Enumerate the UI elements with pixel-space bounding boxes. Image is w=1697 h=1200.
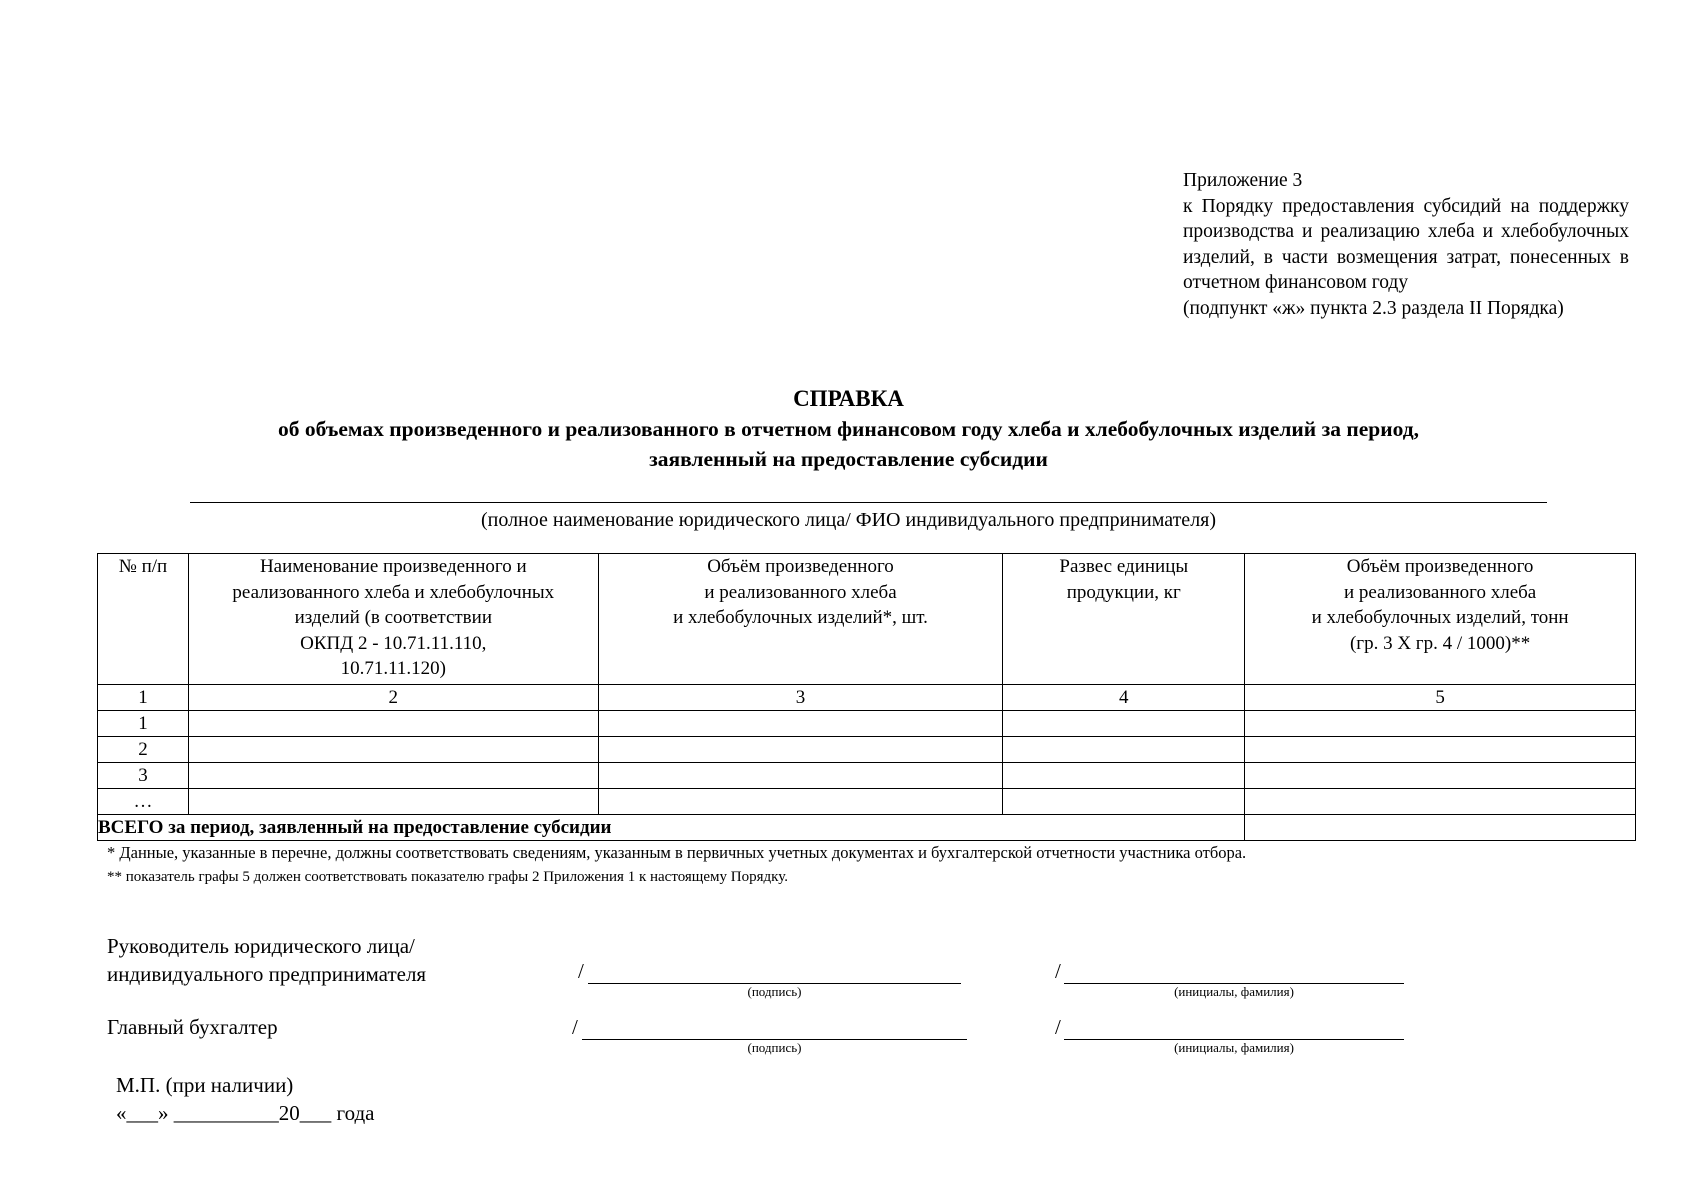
table-row (98, 789, 1636, 815)
head-signature-caption: (подпись) (747, 984, 802, 999)
head-signature-slash: / (578, 959, 584, 983)
header-cell-volume-pcs: Объём произведенного и реализованного хлеба и хлебобулочных изделий*, шт. (598, 554, 1003, 685)
header-cell-number: № п/п (98, 554, 189, 685)
entity-name-line[interactable] (190, 502, 1547, 503)
row-number: 2 (98, 737, 189, 763)
head-signatory-label: Руководитель юридического лица/ индивидуального предпринимателя (107, 934, 427, 986)
appendix-block (1183, 168, 1629, 322)
cell-product-name[interactable] (188, 789, 598, 815)
appendix-text: к Порядку предоставления субсидий на поддержку производства и реализацию хлеба и хлебобулочных изделий, в части возмещения затрат, понесенных в отчетном финансовом году (1183, 195, 1629, 294)
header-cell-unit-weight: Развес единицы продукции, кг (1003, 554, 1245, 685)
table-row (98, 737, 1636, 763)
cell-product-name[interactable] (188, 737, 598, 763)
accountant-signature-slash: / (572, 1015, 578, 1039)
cell-volume-tons[interactable] (1245, 789, 1636, 815)
table-header-row (98, 554, 1636, 685)
total-label: ВСЕГО за период, заявленный на предоставление субсидии (98, 815, 1245, 841)
row-number: … (98, 789, 189, 815)
document-title-block (0, 384, 1697, 474)
appendix-subpoint: (подпункт «ж» пункта 2.3 раздела II Порядка) (1183, 297, 1564, 319)
document-title: СПРАВКА (793, 386, 904, 411)
appendix-title: Приложение 3 (1183, 170, 1303, 191)
cell-volume-pcs[interactable] (598, 789, 1003, 815)
footnote-1: * Данные, указанные в перечне, должны соответствовать сведениям, указанным в первичных учетных документах и бухгалтерской отчетности участника отбора. (107, 843, 1247, 862)
date-line[interactable]: «___» __________20___ года (116, 1101, 375, 1125)
cell-volume-tons[interactable] (1245, 737, 1636, 763)
cell-volume-tons[interactable] (1245, 711, 1636, 737)
cell-volume-tons[interactable] (1245, 763, 1636, 789)
accountant-signature-caption: (подпись) (747, 1040, 802, 1055)
cell-unit-weight[interactable] (1003, 789, 1245, 815)
entity-name-caption: (полное наименование юридического лица/ ФИО индивидуального предпринимателя) (480, 509, 1217, 531)
column-number: 1 (98, 685, 189, 711)
header-cell-product-name: Наименование произведенного и реализованного хлеба и хлебобулочных изделий (в соответствии ОКПД 2 - 10.71.11.110, 10.71.11.120) (188, 554, 598, 685)
cell-volume-pcs[interactable] (598, 737, 1003, 763)
column-number: 5 (1245, 685, 1636, 711)
row-number: 3 (98, 763, 189, 789)
table-total-row (98, 815, 1636, 841)
cell-unit-weight[interactable] (1003, 737, 1245, 763)
head-name-caption: (инициалы, фамилия) (1174, 984, 1294, 999)
volumes-table (97, 553, 1636, 841)
table-row (98, 711, 1636, 737)
document-subtitle-line1: об объемах произведенного и реализованного в отчетном финансовом году хлеба и хлебобулочных изделий за период, (277, 417, 1419, 441)
cell-volume-pcs[interactable] (598, 763, 1003, 789)
header-cell-volume-tons: Объём произведенного и реализованного хлеба и хлебобулочных изделий, тонн (гр. 3 Х гр. 4 / 1000)** (1245, 554, 1636, 685)
cell-product-name[interactable] (188, 711, 598, 737)
table-row (98, 763, 1636, 789)
head-name-slash: / (1055, 959, 1061, 983)
accountant-name-caption: (инициалы, фамилия) (1174, 1040, 1294, 1055)
cell-product-name[interactable] (188, 763, 598, 789)
column-number: 3 (598, 685, 1003, 711)
row-number: 1 (98, 711, 189, 737)
column-number: 4 (1003, 685, 1245, 711)
column-number: 2 (188, 685, 598, 711)
column-numbers-row (98, 685, 1636, 711)
document-subtitle-line2: заявленный на предоставление субсидии (649, 447, 1048, 471)
accountant-label: Главный бухгалтер (107, 1015, 278, 1039)
cell-unit-weight[interactable] (1003, 763, 1245, 789)
footnote-2: ** показатель графы 5 должен соответствовать показателю графы 2 Приложения 1 к настоящему Порядку. (107, 869, 788, 885)
cell-volume-pcs[interactable] (598, 711, 1003, 737)
stamp-label: М.П. (при наличии) (116, 1073, 294, 1097)
cell-total-tons[interactable] (1245, 815, 1636, 841)
accountant-name-slash: / (1055, 1015, 1061, 1039)
cell-unit-weight[interactable] (1003, 711, 1245, 737)
